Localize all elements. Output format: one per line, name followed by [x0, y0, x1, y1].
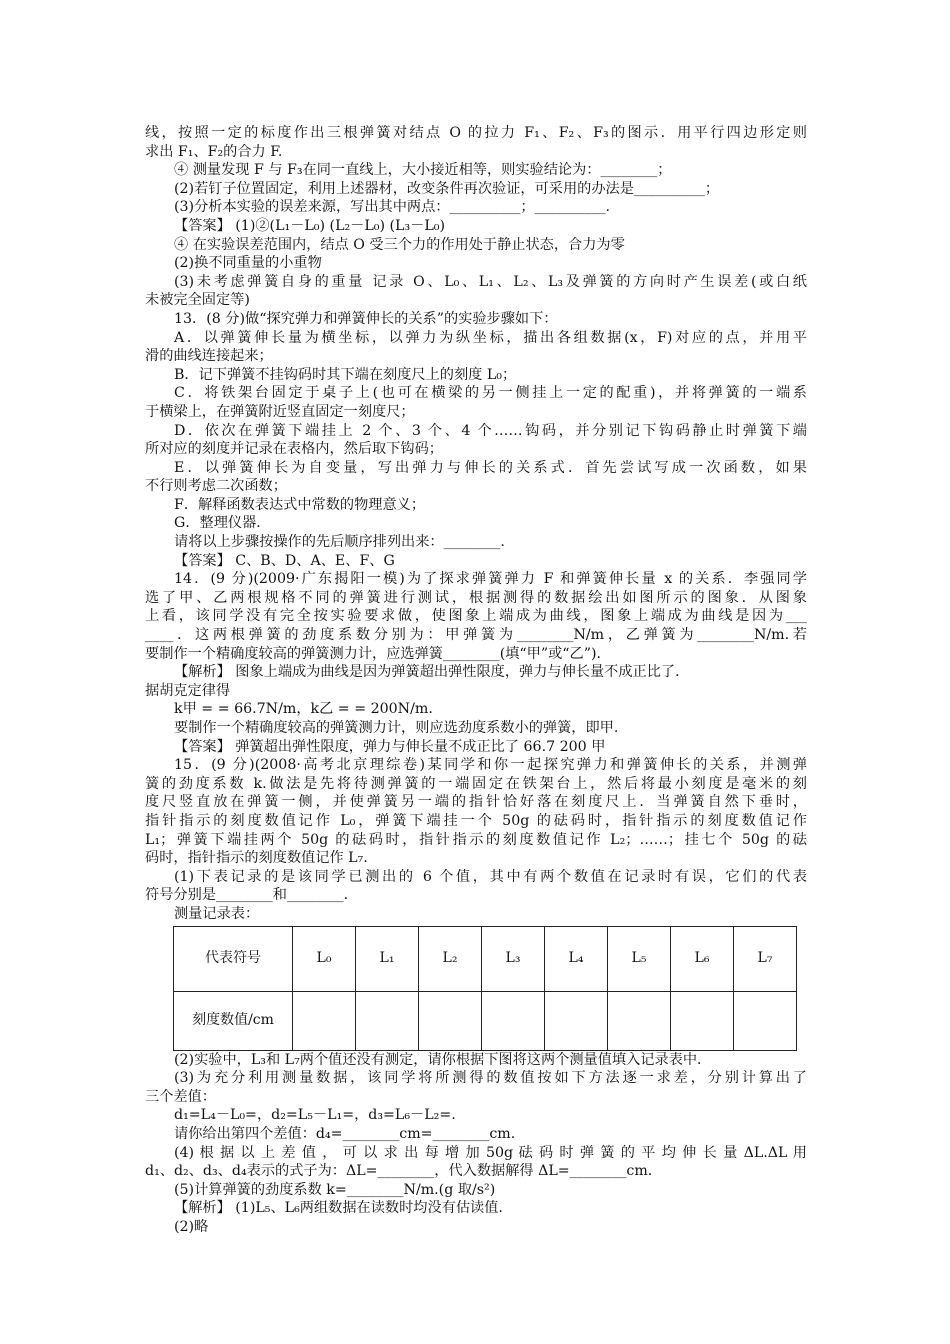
table-cell [545, 991, 608, 1050]
text-line: C．将铁架台固定于桌子上(也可在横梁的另一侧挂上一定的配重)，并将弹簧的一端系 [174, 385, 807, 402]
text-line: (4) 根 据 以 上 差 值 ， 可 以 求 出 每 增 加 50g 砝 码 时 弹 簧 的 平 均 伸 长 量 ΔL.ΔL 用 [174, 1144, 807, 1161]
text-line: ④ 在实验误差范围内，结点 O 受三个力的作用处于静止状态，合力为零 [174, 236, 625, 253]
text-line: B．记下弹簧不挂钩码时其下端在刻度尺上的刻度 L₀； [174, 366, 517, 383]
text-line: 请你给出第四个差值：d₄=________cm=________cm. [174, 1125, 516, 1142]
analysis-line: 【解析】 (1)L₅、L₆两组数据在读数时均没有估读值. [174, 1200, 503, 1217]
answer-line: 【答案】 C、B、D、A、E、F、G [174, 552, 395, 569]
table-header-cell: L₆ [671, 926, 734, 991]
text-line: 求出 F₁、F₂的合力 F. [145, 143, 283, 160]
text-line: L₁；弹簧下端挂两个 50g 的砝码时，指针指示的刻度数值记作 L₂；……；挂七个 50g 的砝 [145, 831, 807, 848]
formula-line: d₁=L₄－L₀=，d₂=L₅－L₁=，d₃=L₆－L₂=. [174, 1107, 456, 1124]
text-line: (3)为充分利用测量数据，该同学将所测得的数值按如下方法逐一求差，分别计算出了 [174, 1070, 807, 1087]
text-line: 要制作一个精确度较高的弹簧测力计，应选弹簧________(填“甲”或“乙”)． [145, 645, 611, 662]
text-line: d₁、d₂、d₃、d₄表示的式子为：ΔL=________，代入数据解得 ΔL=________cm. [145, 1163, 653, 1180]
text-line: 度尺竖直放在弹簧一侧，并使弹簧另一端的指针恰好落在刻度尺上．当弹簧自然下垂时， [145, 794, 807, 811]
text-line: 码时，指针指示的刻度数值记作 L₇. [145, 850, 368, 867]
table-header-cell: 代表符号 [174, 926, 293, 991]
text-line: 上看，该同学没有完全按实验要求做，使图象上端成为曲线，图象上端成为曲线是因为___ [145, 608, 807, 625]
table-cell: 刻度数值/cm [174, 991, 293, 1050]
table-row [174, 991, 797, 1050]
text-line: (2)略 [174, 1218, 209, 1235]
answer-line: 【答案】 弹簧超出弹性限度，弹力与伸长量不成正比了 66.7 200 甲 [174, 738, 606, 755]
analysis-line: 【解析】 图象上端成为曲线是因为弹簧超出弹性限度，弹力与伸长量不成正比了． [174, 664, 690, 681]
text-line: E．以弹簧伸长为自变量，写出弹力与伸长的关系式．首先尝试写成一次函数，如果 [174, 459, 807, 476]
text-line: ____．这两根弹簧的劲度系数分别为：甲弹簧为________N/m，乙弹簧为________N/m.若 [145, 627, 807, 644]
text-line: 不行则考虑二次函数； [145, 478, 287, 495]
text-line: G．整理仪器． [174, 515, 271, 532]
table-header-cell: L₂ [419, 926, 482, 991]
table-header-row [174, 926, 797, 991]
text-line: 据胡克定律得 [145, 682, 231, 699]
answer-line: 【答案】 (1)②(L₁－L₀) (L₂－L₀) (L₃－L₀) [174, 217, 445, 234]
measurement-table [173, 926, 797, 1051]
table-header-cell: L₇ [734, 926, 797, 991]
text-line: 滑的曲线连接起来； [145, 348, 273, 365]
table-header-cell: L₀ [293, 926, 356, 991]
text-line: 未被完全固定等) [145, 292, 250, 309]
text-line: 簧的劲度系数 k.做法是先将待测弹簧的一端固定在铁架台上，然后将最小刻度是毫米的刻 [145, 775, 807, 792]
text-line: (2)若钉子位置固定，利用上述器材，改变条件再次验证，可采用的办法是__________； [174, 180, 720, 197]
text-line: ④ 测量发现 F 与 F₃在同一直线上，大小接近相等，则实验结论为：________； [174, 162, 672, 179]
table-cell [608, 991, 671, 1050]
table-header-cell: L₁ [356, 926, 419, 991]
text-line: 三个差值： [145, 1088, 216, 1105]
table-cell [356, 991, 419, 1050]
document-page [145, 124, 807, 1236]
text-line: 指针指示的刻度数值记作 L₀，弹簧下端挂一个 50g 的砝码时，指针指示的刻度数值记作 [145, 812, 807, 829]
question-14-title: 14．(9 分)(2009·广东揭阳一模)为了探求弹簧弹力 F 和弹簧伸长量 x 的关系．李强同学 [174, 571, 807, 588]
table-cell [671, 991, 734, 1050]
text-line: (5)计算弹簧的劲度系数 k=________N/m.(g 取/s²) [174, 1181, 496, 1198]
table-cell [293, 991, 356, 1050]
text-line: A．以弹簧伸长量为横坐标，以弹力为纵坐标，描出各组数据(x，F)对应的点，并用平 [174, 329, 807, 346]
text-line: 于横梁上，在弹簧附近竖直固定一刻度尺； [145, 403, 415, 420]
text-line: D．依次在弹簧下端挂上 2 个、3 个、4 个……钩码，并分别记下钩码静止时弹簧下端 [174, 422, 807, 439]
text-line: 选了甲、乙两根规格不同的弹簧进行测试，根据测得的数据绘出如图所示的图象．从图象 [145, 589, 807, 606]
text-line: 所对应的刻度并记录在表格内，然后取下钩码； [145, 441, 443, 458]
text-line: 要制作一个精确度较高的弹簧测力计，则应选劲度系数小的弹簧，即甲. [174, 720, 619, 736]
text-line: (2)换不同重量的小重物 [174, 255, 322, 272]
table-header-cell: L₄ [545, 926, 608, 991]
table-cell [734, 991, 797, 1050]
text-line: (3)未考虑弹簧自身的重量 记录 O、L₀、L₁、L₂、L₃及弹簧的方向时产生误差(或白纸 [174, 273, 807, 290]
table-header-cell: L₃ [482, 926, 545, 991]
text-line: 线，按照一定的标度作出三根弹簧对结点 O 的拉力 F₁、F₂、F₃的图示．用平行四边形定则 [145, 125, 807, 141]
text-line: (1)下表记录的是该同学已测出的 6 个值，其中有两个数值在记录时有误，它们的代表 [174, 868, 807, 885]
question-15-title: 15．(9 分)(2008·高考北京理综卷)某同学和你一起探究弹力和弹簧伸长的关系，并测弹 [174, 757, 807, 774]
table-caption: 测量记录表： [174, 905, 260, 922]
text-line: (2)实验中，L₃和 L₇两个值还没有测定，请你根据下图将这两个测量值填入记录表中． [174, 1051, 712, 1068]
formula-line: k甲 = = 66.7N/m，k乙 = = 200N/m. [174, 701, 433, 718]
table-cell [482, 991, 545, 1050]
table-cell [419, 991, 482, 1050]
text-line: 符号分别是________和________. [145, 887, 349, 904]
text-line: (3)分析本实验的误差来源，写出其中两点：__________；__________. [174, 199, 611, 216]
text-line: 请将以上步骤按操作的先后顺序排列出来：________. [174, 534, 505, 551]
text-line: F．解释函数表达式中常数的物理意义； [174, 496, 426, 513]
question-13-title: 13．(8 分)做“探究弹力和弹簧伸长的关系”的实验步骤如下： [174, 310, 558, 327]
table-header-cell: L₅ [608, 926, 671, 991]
